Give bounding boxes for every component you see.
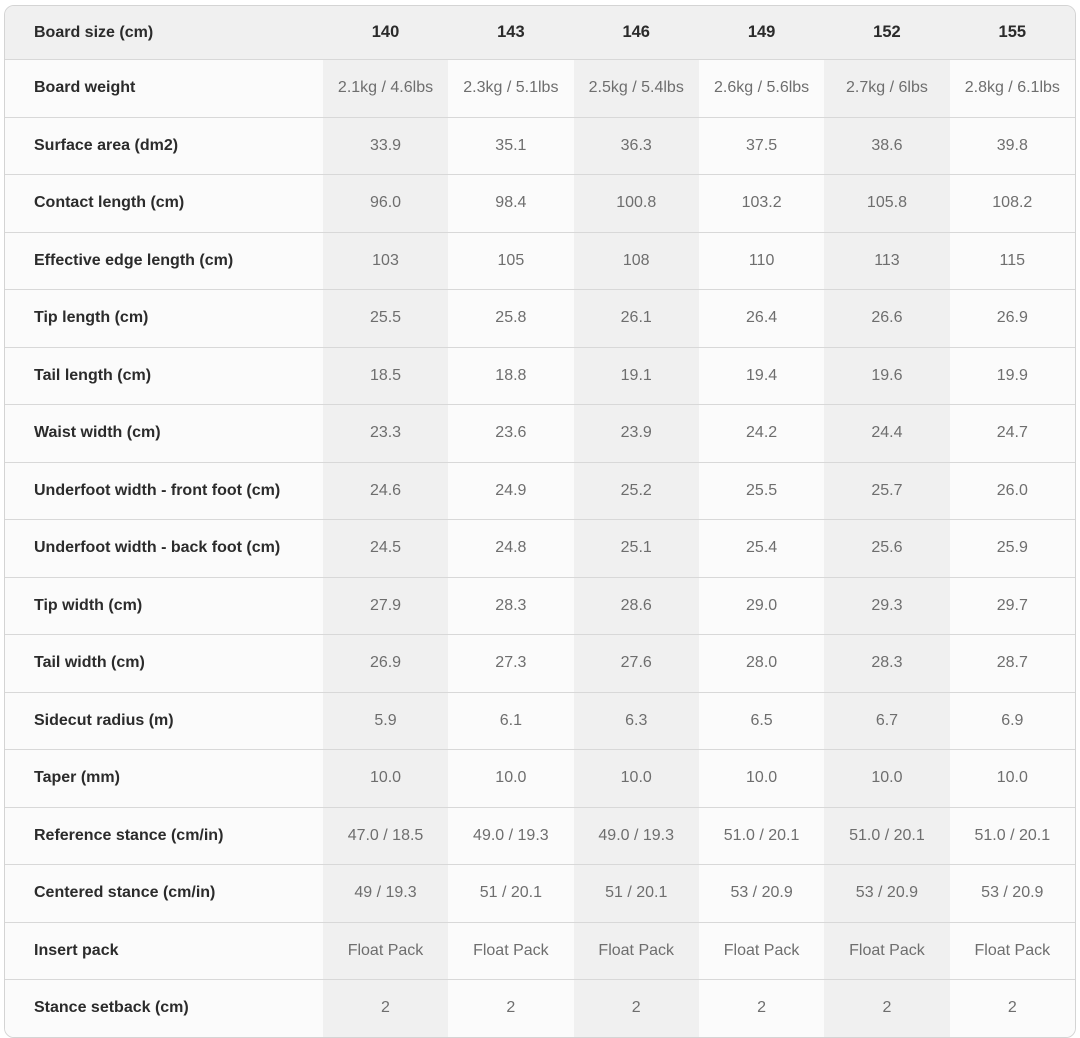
value-cell: 28.6	[574, 577, 699, 635]
table-row	[5, 404, 1075, 462]
value-cell: 28.0	[699, 634, 824, 692]
value-cell: 25.8	[448, 289, 573, 347]
value-cell: 49.0 / 19.3	[448, 807, 573, 865]
value-cell: 51.0 / 20.1	[950, 807, 1075, 865]
value-cell: 26.9	[323, 634, 448, 692]
value-cell: 25.4	[699, 519, 824, 577]
value-cell: 10.0	[824, 749, 949, 807]
value-cell: 2	[950, 979, 1075, 1037]
row-label: Tail length (cm)	[5, 347, 323, 405]
value-cell: 23.6	[448, 404, 573, 462]
value-cell: 110	[699, 232, 824, 290]
table-row	[5, 979, 1075, 1037]
table-row	[5, 807, 1075, 865]
row-label: Stance setback (cm)	[5, 979, 323, 1037]
row-label: Surface area (dm2)	[5, 117, 323, 175]
header-size-155: 155	[950, 6, 1075, 59]
row-label: Centered stance (cm/in)	[5, 864, 323, 922]
value-cell: 2.8kg / 6.1lbs	[950, 59, 1075, 117]
value-cell: 10.0	[574, 749, 699, 807]
value-cell: 28.7	[950, 634, 1075, 692]
value-cell: 5.9	[323, 692, 448, 750]
value-cell: 2	[448, 979, 573, 1037]
value-cell: 24.8	[448, 519, 573, 577]
table-row	[5, 634, 1075, 692]
value-cell: 28.3	[824, 634, 949, 692]
value-cell: 10.0	[448, 749, 573, 807]
value-cell: 27.9	[323, 577, 448, 635]
value-cell: 2.5kg / 5.4lbs	[574, 59, 699, 117]
value-cell: 115	[950, 232, 1075, 290]
table-row	[5, 922, 1075, 980]
value-cell: 24.2	[699, 404, 824, 462]
value-cell: 53 / 20.9	[699, 864, 824, 922]
value-cell: 51.0 / 20.1	[824, 807, 949, 865]
table-row	[5, 117, 1075, 175]
row-label: Insert pack	[5, 922, 323, 980]
value-cell: 39.8	[950, 117, 1075, 175]
row-label: Taper (mm)	[5, 749, 323, 807]
table-row	[5, 289, 1075, 347]
value-cell: Float Pack	[448, 922, 573, 980]
value-cell: 51 / 20.1	[448, 864, 573, 922]
value-cell: 25.6	[824, 519, 949, 577]
table-row	[5, 749, 1075, 807]
row-label: Effective edge length (cm)	[5, 232, 323, 290]
table-row	[5, 864, 1075, 922]
value-cell: 105	[448, 232, 573, 290]
value-cell: 2	[323, 979, 448, 1037]
value-cell: 10.0	[950, 749, 1075, 807]
value-cell: 38.6	[824, 117, 949, 175]
value-cell: 26.0	[950, 462, 1075, 520]
value-cell: 24.5	[323, 519, 448, 577]
table-row	[5, 577, 1075, 635]
row-label: Sidecut radius (m)	[5, 692, 323, 750]
spec-table-head	[5, 6, 1075, 59]
value-cell: 2.3kg / 5.1lbs	[448, 59, 573, 117]
value-cell: 49 / 19.3	[323, 864, 448, 922]
value-cell: 6.3	[574, 692, 699, 750]
value-cell: 27.3	[448, 634, 573, 692]
value-cell: 105.8	[824, 174, 949, 232]
value-cell: 29.0	[699, 577, 824, 635]
value-cell: 19.6	[824, 347, 949, 405]
table-row	[5, 232, 1075, 290]
header-size-140: 140	[323, 6, 448, 59]
value-cell: Float Pack	[699, 922, 824, 980]
value-cell: Float Pack	[950, 922, 1075, 980]
value-cell: 23.3	[323, 404, 448, 462]
row-label: Board weight	[5, 59, 323, 117]
value-cell: 103.2	[699, 174, 824, 232]
value-cell: 25.5	[323, 289, 448, 347]
value-cell: Float Pack	[323, 922, 448, 980]
value-cell: 25.2	[574, 462, 699, 520]
value-cell: 37.5	[699, 117, 824, 175]
row-label: Waist width (cm)	[5, 404, 323, 462]
row-label: Underfoot width - back foot (cm)	[5, 519, 323, 577]
value-cell: 28.3	[448, 577, 573, 635]
value-cell: 24.7	[950, 404, 1075, 462]
value-cell: 108	[574, 232, 699, 290]
value-cell: 24.6	[323, 462, 448, 520]
value-cell: 26.9	[950, 289, 1075, 347]
value-cell: 19.1	[574, 347, 699, 405]
table-row	[5, 462, 1075, 520]
table-row	[5, 692, 1075, 750]
value-cell: 10.0	[699, 749, 824, 807]
value-cell: 24.4	[824, 404, 949, 462]
value-cell: 26.1	[574, 289, 699, 347]
value-cell: 18.8	[448, 347, 573, 405]
header-size-146: 146	[574, 6, 699, 59]
value-cell: 2.1kg / 4.6lbs	[323, 59, 448, 117]
value-cell: 29.3	[824, 577, 949, 635]
value-cell: 18.5	[323, 347, 448, 405]
value-cell: 2.7kg / 6lbs	[824, 59, 949, 117]
value-cell: 51 / 20.1	[574, 864, 699, 922]
value-cell: 23.9	[574, 404, 699, 462]
row-label: Underfoot width - front foot (cm)	[5, 462, 323, 520]
header-label: Board size (cm)	[5, 6, 323, 59]
value-cell: 27.6	[574, 634, 699, 692]
value-cell: 10.0	[323, 749, 448, 807]
value-cell: 25.1	[574, 519, 699, 577]
value-cell: 29.7	[950, 577, 1075, 635]
value-cell: Float Pack	[824, 922, 949, 980]
value-cell: 19.9	[950, 347, 1075, 405]
table-row	[5, 174, 1075, 232]
value-cell: 35.1	[448, 117, 573, 175]
value-cell: 6.7	[824, 692, 949, 750]
value-cell: 47.0 / 18.5	[323, 807, 448, 865]
value-cell: 2	[574, 979, 699, 1037]
board-spec-table	[4, 5, 1076, 1038]
row-label: Tip length (cm)	[5, 289, 323, 347]
value-cell: 6.5	[699, 692, 824, 750]
header-row	[5, 6, 1075, 59]
value-cell: 96.0	[323, 174, 448, 232]
value-cell: 2.6kg / 5.6lbs	[699, 59, 824, 117]
header-size-149: 149	[699, 6, 824, 59]
value-cell: 2	[824, 979, 949, 1037]
spec-table-body	[5, 59, 1075, 1037]
value-cell: 100.8	[574, 174, 699, 232]
row-label: Tip width (cm)	[5, 577, 323, 635]
table-row	[5, 59, 1075, 117]
value-cell: 6.1	[448, 692, 573, 750]
table-row	[5, 347, 1075, 405]
value-cell: 24.9	[448, 462, 573, 520]
value-cell: 36.3	[574, 117, 699, 175]
value-cell: 25.9	[950, 519, 1075, 577]
value-cell: 26.4	[699, 289, 824, 347]
value-cell: Float Pack	[574, 922, 699, 980]
spec-table	[5, 6, 1075, 1037]
value-cell: 26.6	[824, 289, 949, 347]
header-size-152: 152	[824, 6, 949, 59]
row-label: Contact length (cm)	[5, 174, 323, 232]
value-cell: 25.5	[699, 462, 824, 520]
value-cell: 108.2	[950, 174, 1075, 232]
value-cell: 51.0 / 20.1	[699, 807, 824, 865]
value-cell: 103	[323, 232, 448, 290]
value-cell: 53 / 20.9	[824, 864, 949, 922]
value-cell: 98.4	[448, 174, 573, 232]
table-row	[5, 519, 1075, 577]
value-cell: 33.9	[323, 117, 448, 175]
value-cell: 6.9	[950, 692, 1075, 750]
value-cell: 53 / 20.9	[950, 864, 1075, 922]
row-label: Tail width (cm)	[5, 634, 323, 692]
value-cell: 2	[699, 979, 824, 1037]
value-cell: 113	[824, 232, 949, 290]
value-cell: 49.0 / 19.3	[574, 807, 699, 865]
row-label: Reference stance (cm/in)	[5, 807, 323, 865]
value-cell: 19.4	[699, 347, 824, 405]
header-size-143: 143	[448, 6, 573, 59]
value-cell: 25.7	[824, 462, 949, 520]
